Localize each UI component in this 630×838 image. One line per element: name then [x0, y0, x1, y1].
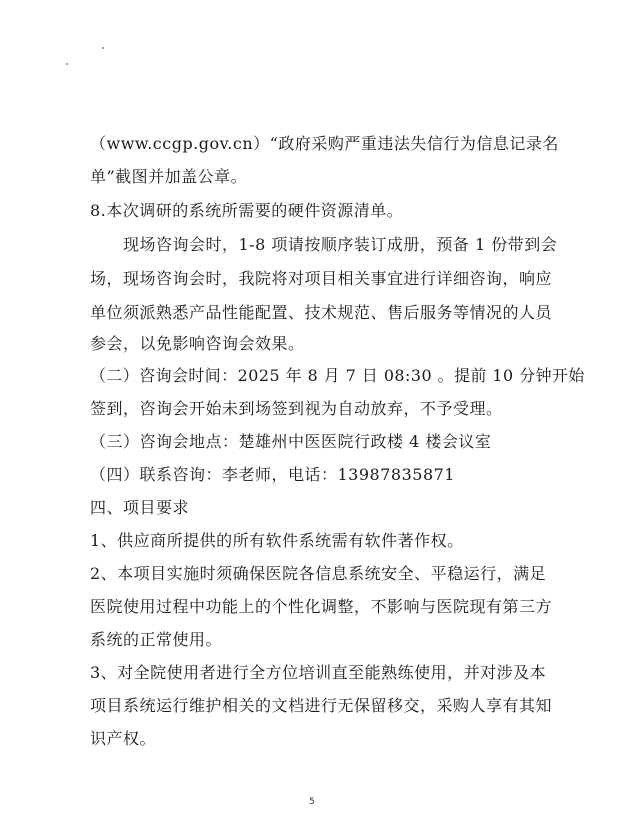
body-line: 医院使用过程中功能上的个性化调整，不影响与医院现有第三方: [90, 597, 553, 616]
section-heading: 四、项目要求: [90, 498, 190, 517]
body-line: （二）咨询会时间：2025 年 8 月 7 日 08:30 。提前 10 分钟开始: [90, 366, 585, 385]
body-line: 2、本项目实施时须确保医院各信息系统安全、平稳运行，满足: [90, 564, 547, 583]
body-line: 签到，咨询会开始未到场签到视为自动放弃，不予受理。: [90, 399, 503, 418]
scan-speck: [102, 47, 104, 49]
body-line: 3、对全院使用者进行全方位培训直至能熟练使用，并对涉及本: [90, 663, 547, 682]
body-line: 系统的正常使用。: [90, 630, 223, 649]
body-line: 项目系统运行维护相关的文档进行无保留移交，采购人享有其知: [90, 696, 553, 715]
body-line: 场，现场咨询会时，我院将对项目相关事宜进行详细咨询，响应: [90, 269, 553, 288]
body-line: 单”截图并加盖公章。: [90, 167, 248, 186]
body-line: （三）咨询会地点：楚雄州中医医院行政楼 4 楼会议室: [90, 432, 492, 451]
body-line: 现场咨询会时，1-8 项请按顺序装订成册，预备 1 份带到会: [90, 235, 558, 254]
body-line: 1、供应商所提供的所有软件系统需有软件著作权。: [90, 531, 464, 550]
body-line: 参会，以免影响咨询会效果。: [90, 334, 305, 353]
body-line: （www.ccgp.gov.cn）“政府采购严重违法失信行为信息记录名: [90, 134, 559, 153]
scan-speck: [66, 63, 68, 65]
body-line: 8.本次调研的系统所需要的硬件资源清单。: [90, 201, 404, 220]
body-line: 单位须派熟悉产品性能配置、技术规范、售后服务等情况的人员: [90, 303, 553, 322]
page-number: 5: [309, 797, 315, 807]
body-line: 识产权。: [90, 729, 157, 748]
body-line: （四）联系咨询：李老师，电话：13987835871: [90, 465, 455, 484]
